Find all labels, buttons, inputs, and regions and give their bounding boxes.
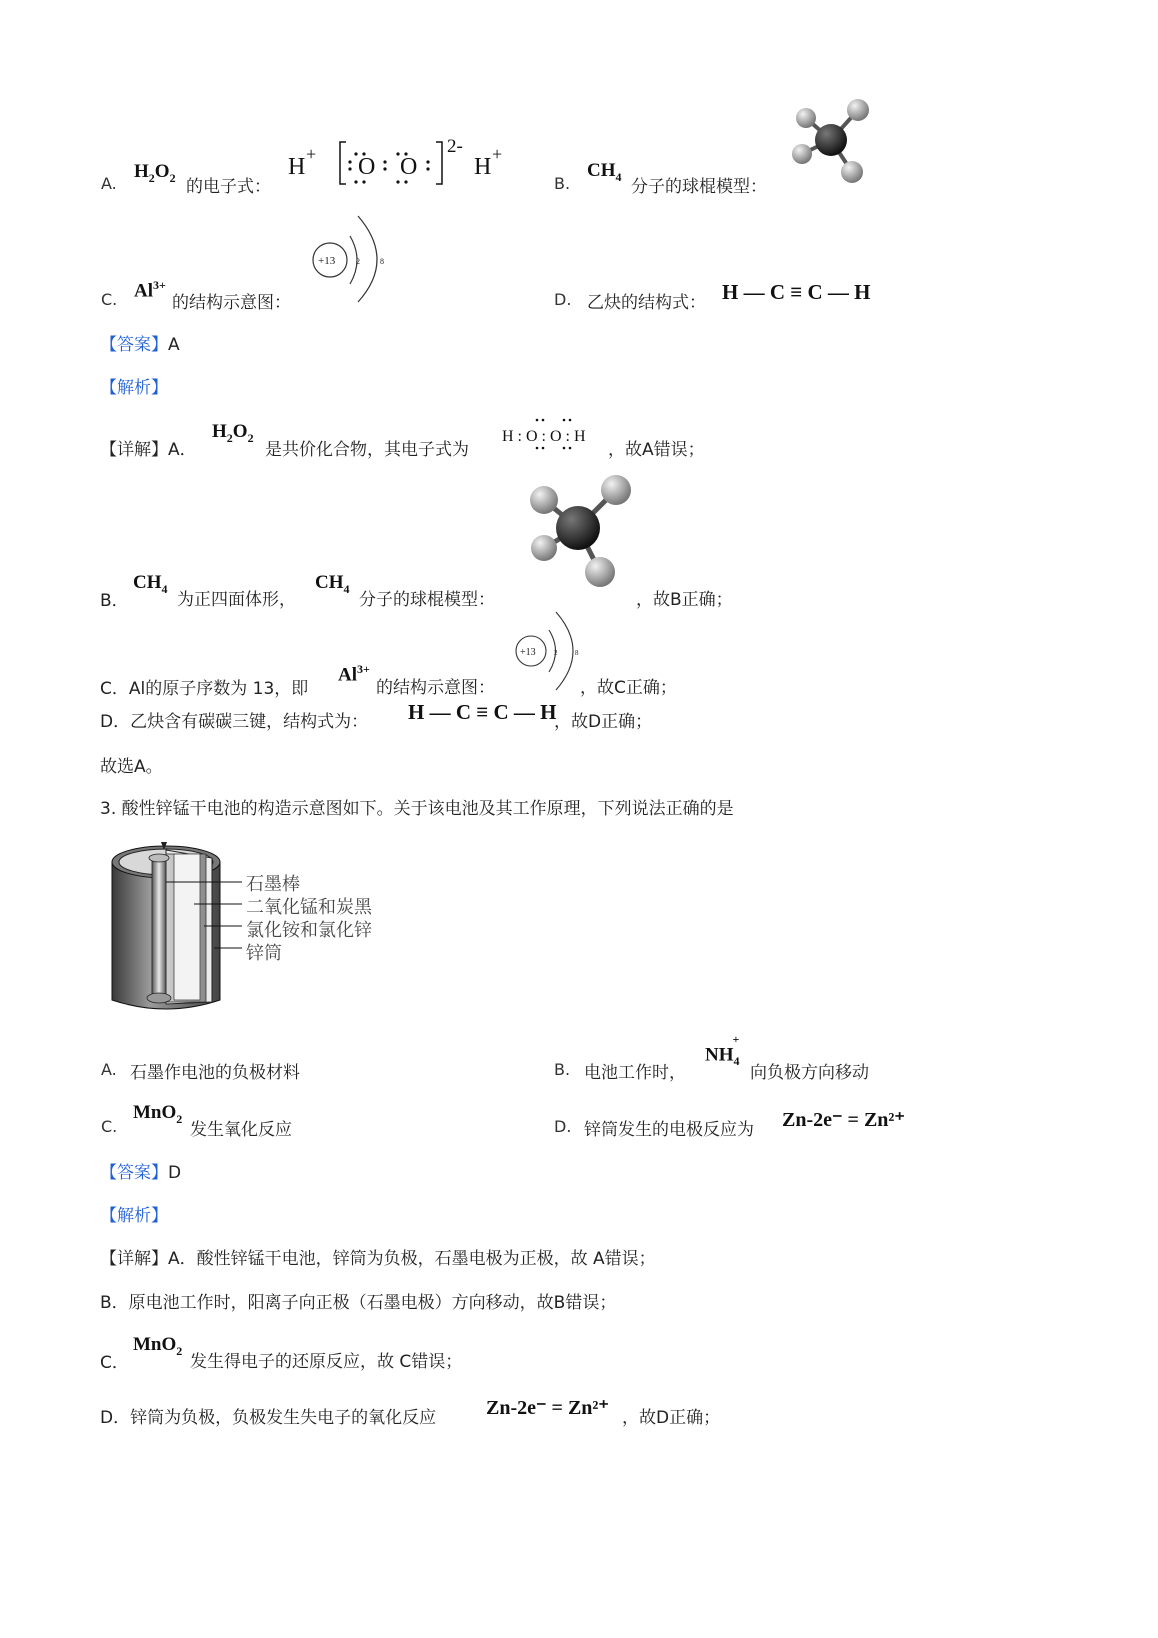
- svg-text:2: 2: [554, 649, 558, 657]
- q2-answer: 【答案】A: [100, 335, 180, 355]
- svg-text:O: O: [358, 154, 376, 180]
- q3-option-b-post: 向负极方向移动: [750, 1063, 869, 1083]
- q2-option-c-text: 的结构示意图：: [172, 293, 291, 313]
- q2-option-b-letter: B.: [554, 174, 571, 193]
- q2-detail-c-formula: $Al^{3+}$: [338, 662, 370, 686]
- q2-option-c-formula: $Al^{3+}$: [134, 278, 166, 302]
- q2-analysis-label: 【解析】: [100, 378, 168, 398]
- q2-option-a-formula: $H_2O_2$: [134, 161, 176, 185]
- svg-text:8: 8: [575, 649, 579, 657]
- q2-detail-b-mid2: 分子的球棍模型：: [359, 590, 495, 610]
- h-right: H: [474, 154, 492, 180]
- q2-detail-b-end: ，故B正确；: [636, 590, 733, 610]
- svg-text:+13: +13: [318, 255, 336, 267]
- q3-option-d-text: 锌筒发生的电极反应为: [584, 1120, 754, 1140]
- bracket-left: [340, 142, 346, 184]
- q2-option-a-text: 的电子式：: [186, 177, 271, 197]
- svg-text:2: 2: [356, 257, 360, 266]
- q3-detail-c-formula: MnO$_2$: [133, 1334, 183, 1358]
- q2-option-c-letter: C.: [101, 290, 118, 309]
- q3-detail-c-text: 发生得电子的还原反应，故 C错误；: [190, 1352, 463, 1372]
- label-nh4cl-zncl2: 氯化铵和氯化锌: [246, 920, 372, 941]
- q2-option-d-text: 乙炔的结构式：: [587, 293, 706, 313]
- q3-option-b-formula: $NH_4^+$: [705, 1032, 740, 1069]
- ch4-ball-stick-model-small: [786, 96, 882, 192]
- q3-option-d-equation: Zn-2e⁻ = Zn²⁺: [782, 1109, 905, 1131]
- q3-detail-b: B．原电池工作时，阳离子向正极（石墨电极）方向移动，故B错误；: [100, 1293, 617, 1313]
- q2-detail-b-formula-2: $CH_4$: [315, 572, 350, 596]
- q2-detail-b-formula-1: $CH_4$: [133, 572, 168, 596]
- h2o2-covalent-electron-formula: [500, 414, 612, 454]
- q2-detail-c-end: ，故C正确；: [580, 678, 677, 698]
- q3-detail-c-pre: C．: [100, 1353, 129, 1373]
- q2-detail-c-pre: C．Al的原子序数为 13，即: [100, 679, 309, 699]
- q3-option-c-formula: MnO$_2$: [133, 1102, 183, 1126]
- al3-structure-diagram: [308, 206, 398, 306]
- q2-detail-b-mid: 为正四面体形，: [177, 590, 296, 610]
- label-zinc-can: 锌筒: [246, 943, 282, 964]
- q3-detail-d-equation: Zn-2e⁻ = Zn²⁺: [486, 1397, 609, 1419]
- bracket-right: [436, 142, 442, 184]
- svg-text:H : O : O : H: H : O : O : H: [502, 428, 586, 445]
- label-graphite-rod: 石墨棒: [246, 874, 300, 895]
- q3-detail-a: 【详解】A．酸性锌锰干电池，锌筒为负极，石墨电极为正极，故 A错误；: [100, 1249, 656, 1269]
- q2-detail-d-structure: H — C ≡ C — H: [408, 700, 557, 724]
- svg-text:+: +: [306, 144, 317, 164]
- label-mno2-carbon: 二氧化锰和炭黑: [246, 897, 372, 918]
- q2-option-b-formula: $CH_4$: [587, 160, 622, 184]
- h-left: H: [288, 154, 306, 180]
- q2-detail-label: 【详解】A．: [100, 440, 197, 460]
- q3-analysis-label: 【解析】: [100, 1206, 168, 1226]
- q3-stem: 3. 酸性锌锰干电池的构造示意图如下。关于该电池及其工作原理，下列说法正确的是: [100, 799, 734, 819]
- q3-option-c-text: 发生氧化反应: [190, 1120, 292, 1140]
- svg-text:O: O: [400, 154, 418, 180]
- q2-option-b-text: 分子的球棍模型：: [631, 177, 767, 197]
- q2-detail-d-end: ，故D正确；: [554, 712, 653, 732]
- q3-option-a-text: 石墨作电池的负极材料: [130, 1063, 300, 1083]
- svg-text:8: 8: [380, 257, 384, 266]
- q2-detail-a-end: ，故A错误；: [608, 440, 705, 460]
- q3-detail-d-end: ，故D正确；: [622, 1408, 721, 1428]
- q2-detail-a-mid: 是共价化合物，其电子式为: [265, 440, 469, 460]
- q2-conclusion: 故选A。: [100, 757, 163, 777]
- q2-option-d-letter: D.: [554, 290, 572, 309]
- q2-detail-b-pre: B．: [100, 591, 129, 611]
- q3-option-c-letter: C.: [101, 1117, 118, 1136]
- h2o2-ionic-electron-formula: [284, 132, 524, 192]
- q2-option-d-structure: H — C ≡ C — H: [722, 280, 871, 304]
- charge: 2-: [447, 136, 463, 157]
- q2-detail-c-mid: 的结构示意图：: [376, 678, 495, 698]
- q3-option-b-pre: 电池工作时，: [584, 1063, 686, 1083]
- svg-text:+: +: [492, 144, 503, 164]
- q2-option-a-letter: A.: [101, 174, 117, 193]
- q2-detail-a-formula: $H_2O_2$: [212, 421, 254, 445]
- svg-text:+13: +13: [520, 647, 536, 658]
- q3-answer: 【答案】D: [100, 1163, 182, 1183]
- ch4-ball-stick-model-large: [516, 470, 646, 594]
- q3-option-d-letter: D.: [554, 1117, 572, 1136]
- q3-option-a-letter: A.: [101, 1060, 117, 1079]
- q3-detail-d-pre: D．锌筒为负极，负极发生失电子的氧化反应: [100, 1408, 437, 1428]
- q2-detail-d-pre: D．乙炔含有碳碳三键，结构式为：: [100, 712, 369, 732]
- q3-option-b-letter: B.: [554, 1060, 571, 1079]
